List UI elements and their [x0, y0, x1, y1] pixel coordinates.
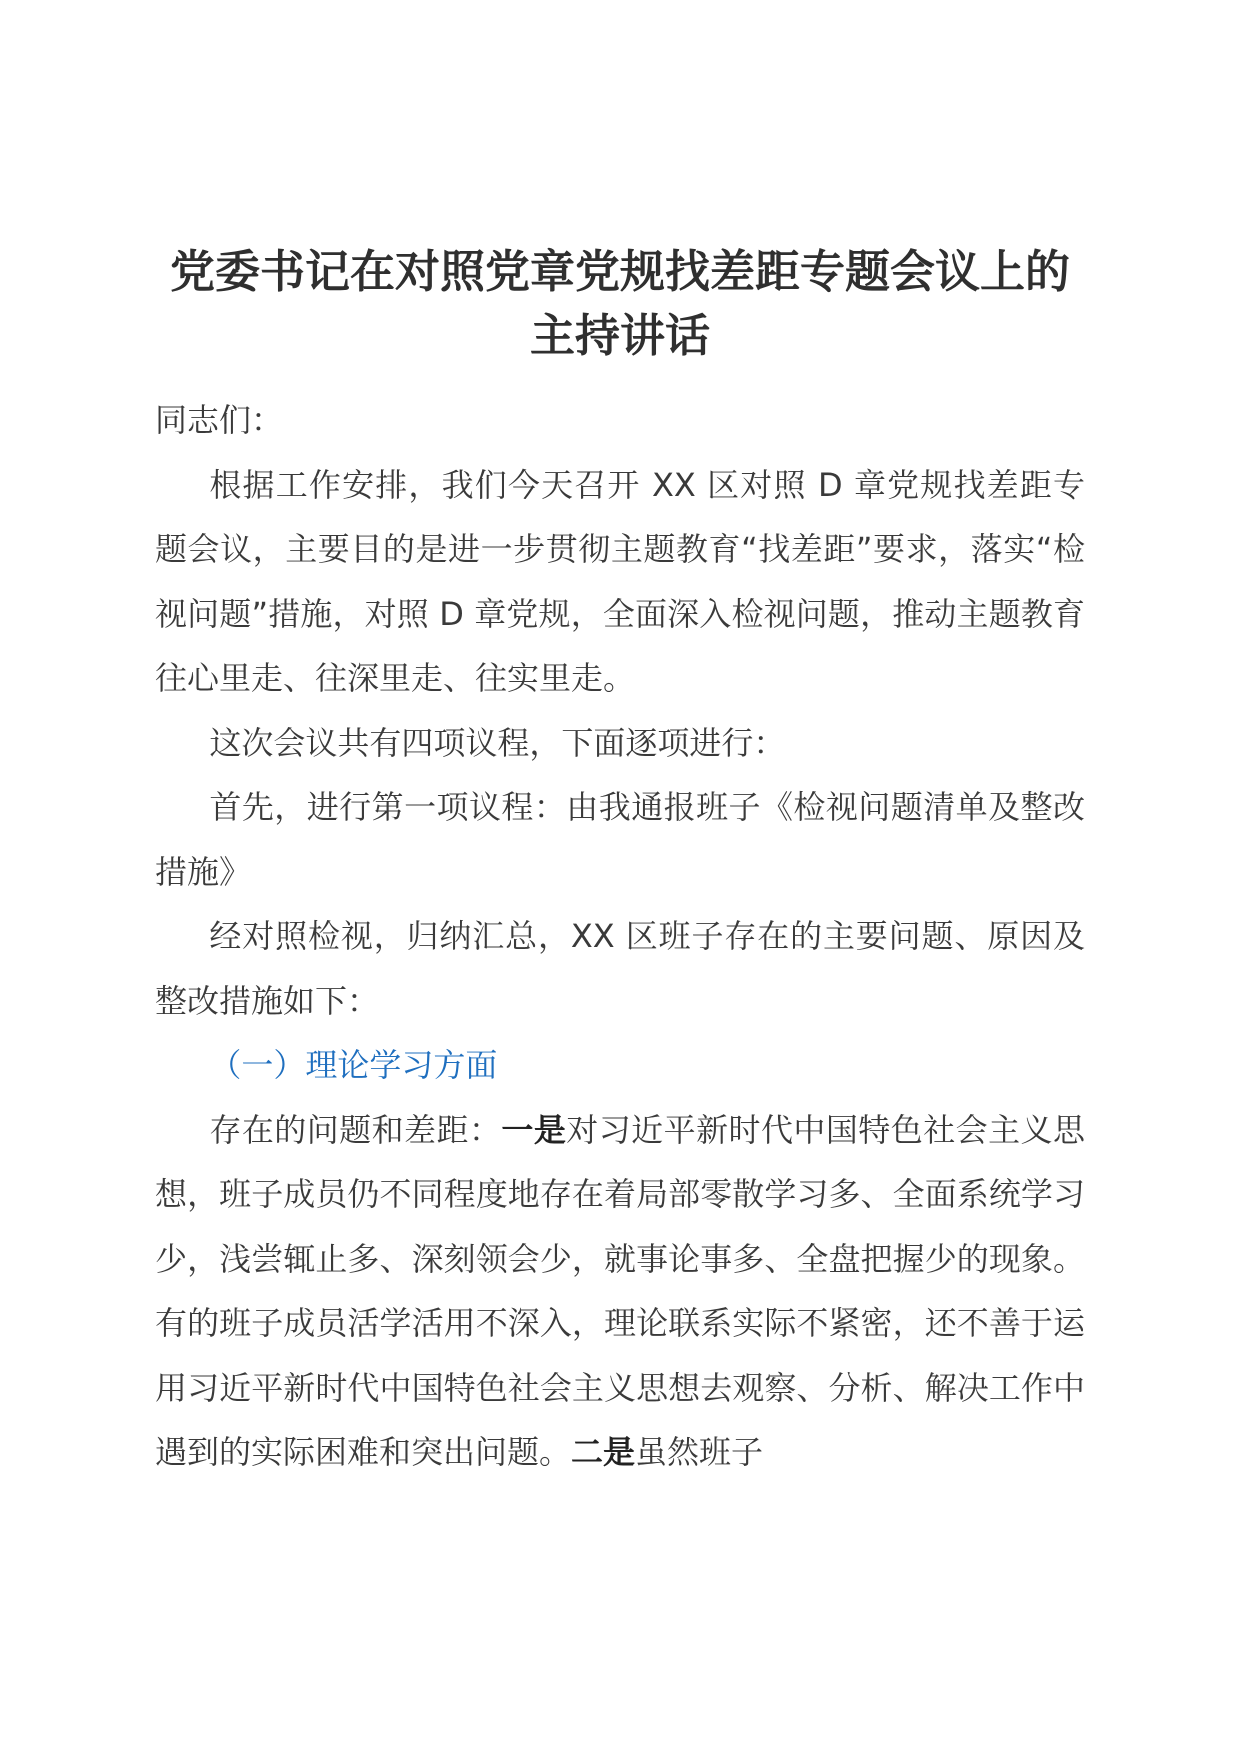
point-one-label: 一是 [501, 1110, 567, 1149]
paragraph-first-item: 首先，进行第一项议程：由我通报班子《检视问题清单及整改措施》 [155, 788, 1085, 891]
point-two-label: 二是 [571, 1433, 636, 1471]
paragraph-problems [155, 1098, 1085, 1485]
paragraph-summary: 经对照检视，归纳汇总，XX 区班子存在的主要问题、原因及整改措施如下： [155, 917, 1085, 1020]
document-page [155, 240, 1085, 1485]
problems-lead: 存在的问题和差距： [209, 1110, 502, 1149]
title-line-2: 主持讲话 [529, 309, 710, 362]
paragraph-agenda: 这次会议共有四项议程，下面逐项进行： [209, 723, 786, 762]
section-heading-theory-study: （一）理论学习方面 [209, 1046, 498, 1084]
point-one-text: 对习近平新时代中国特色社会主义思想，班子成员仍不同程度地存在着局部零散学习多、全面系统学习少，浅尝辄止多、深刻领会少，就事论事多、全盘把握少的现象。有的班子成员活学活用不深入，理论联系实际不紧密，还不善于运用习近平新时代中国特色社会主义思想去观察、分析、解决工作中遇到的实际困难和突出问题。 [155, 1110, 1085, 1471]
title-line-1: 党委书记在对照党章党规找差距专题会议上的 [169, 245, 1070, 298]
document-title [155, 240, 1085, 368]
salutation: 同志们： [155, 401, 284, 439]
document-body [155, 388, 1085, 1485]
paragraph-intro: 根据工作安排，我们今天召开 XX 区对照 D 章党规找差距专题会议，主要目的是进一步贯彻主题教育“找差距”要求，落实“检视问题”措施，对照 D 章党规，全面深入检视问题，推动主题教育往心里走、往深里走、往实里走。 [155, 465, 1085, 697]
point-two-text: 虽然班子 [635, 1433, 764, 1471]
